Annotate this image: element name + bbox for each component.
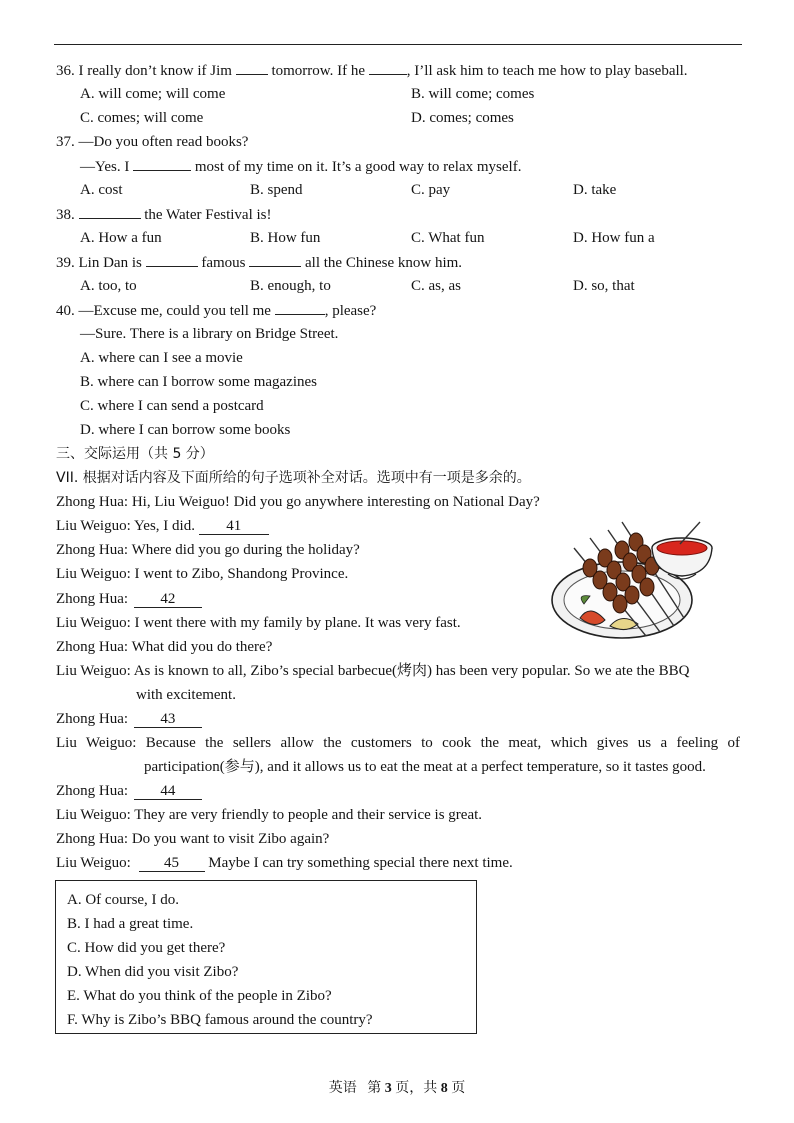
option-f[interactable]: F. Why is Zibo’s BBQ famous around the country? (67, 1012, 373, 1028)
answer-blank-41[interactable]: 41 (199, 518, 269, 535)
q39-option-b[interactable]: B. enough, to (250, 278, 331, 294)
dialogue-line-10: Liu Weiguo: Because the sellers allow the customers to cook the meat, which gives us a feeling of (56, 735, 740, 751)
dialogue-line-12: Liu Weiguo: They are very friendly to people and their service is great. (56, 807, 483, 823)
answer-blank-44[interactable]: 44 (134, 783, 202, 800)
q36-stem: 36. I really don’t know if Jim tomorrow. If he , I’ll ask him to teach me how to play baseball. (56, 60, 688, 81)
dialogue-line-4: Liu Weiguo: I went to Zibo, Shandong Province. (56, 566, 349, 582)
q36-option-d[interactable]: D. comes; comes (411, 110, 514, 126)
option-c[interactable]: C. How did you get there? (67, 940, 226, 956)
q40-answer: —Sure. There is a library on Bridge Street. (80, 326, 339, 342)
page-footer: 英语 第 3 页，共 8 页 (328, 1080, 466, 1096)
options-box (55, 880, 477, 1034)
q38-option-a[interactable]: A. How a fun (80, 230, 162, 246)
q39-option-a[interactable]: A. too, to (80, 278, 137, 294)
dialogue-line-14: Liu Weiguo: 45 Maybe I can try something special there next time. (56, 855, 513, 871)
dialogue-line-2: Liu Weiguo: Yes, I did. 41 (56, 516, 269, 536)
q39-option-d[interactable]: D. so, that (573, 278, 635, 294)
bbq-skewers-icon (550, 508, 720, 648)
section-heading: 三、交际运用（共 5 分） (56, 446, 214, 462)
q37-option-c[interactable]: C. pay (411, 182, 451, 198)
q38-option-c[interactable]: C. What fun (411, 230, 485, 246)
q37-option-b[interactable]: B. spend (250, 182, 303, 198)
option-e[interactable]: E. What do you think of the people in Zibo? (67, 988, 332, 1004)
q37-option-d[interactable]: D. take (573, 182, 617, 198)
q39-option-c[interactable]: C. as, as (411, 278, 461, 294)
q36-option-c[interactable]: C. comes; will come (80, 110, 204, 126)
q36-option-b[interactable]: B. will come; comes (411, 86, 535, 102)
q39-blank-1[interactable] (146, 252, 198, 267)
dialogue-line-3: Zhong Hua: Where did you go during the holiday? (56, 542, 360, 558)
q39-stem: 39. Lin Dan is famous all the Chinese know him. (56, 252, 462, 273)
option-d[interactable]: D. When did you visit Zibo? (67, 964, 239, 980)
dialogue-line-9: Zhong Hua: 43 (56, 709, 202, 729)
q38-option-b[interactable]: B. How fun (250, 230, 321, 246)
option-b[interactable]: B. I had a great time. (67, 916, 194, 932)
answer-blank-42[interactable]: 42 (134, 591, 202, 608)
page-number: 3 (384, 1081, 392, 1096)
option-a[interactable]: A. Of course, I do. (67, 892, 180, 908)
q40-option-c[interactable]: C. where I can send a postcard (80, 398, 264, 414)
dialogue-line-13: Zhong Hua: Do you want to visit Zibo again? (56, 831, 330, 847)
q37-blank[interactable] (133, 156, 191, 171)
q40-blank[interactable] (275, 300, 325, 315)
q40-option-a[interactable]: A. where can I see a movie (80, 350, 243, 366)
q37-option-a[interactable]: A. cost (80, 182, 123, 198)
q37-answer: —Yes. I most of my time on it. It’s a good way to relax myself. (80, 156, 521, 177)
total-pages: 8 (440, 1081, 448, 1096)
q38-option-d[interactable]: D. How fun a (573, 230, 655, 246)
dialogue-line-8-cont: with excitement. (136, 687, 236, 703)
dialogue-line-8: Liu Weiguo: As is known to all, Zibo’s special barbecue(烤肉) has been very popular. So we ate the BBQ (56, 663, 690, 679)
q40-option-d[interactable]: D. where I can borrow some books (80, 422, 291, 438)
dialogue-line-7: Zhong Hua: What did you do there? (56, 639, 273, 655)
dialogue-line-11: Zhong Hua: 44 (56, 781, 202, 801)
q36-blank-2[interactable] (369, 60, 407, 75)
q38-stem: 38. the Water Festival is! (56, 204, 272, 225)
q40-option-b[interactable]: B. where can I borrow some magazines (80, 374, 317, 390)
header-rule (54, 44, 742, 45)
q40-question: 40. —Excuse me, could you tell me , please? (56, 300, 376, 321)
answer-blank-45[interactable]: 45 (139, 855, 205, 872)
dialogue-line-6: Liu Weiguo: I went there with my family by plane. It was very fast. (56, 615, 461, 631)
q37-question: 37. —Do you often read books? (56, 134, 249, 150)
q39-blank-2[interactable] (249, 252, 301, 267)
section-instruction: VII. 根据对话内容及下面所给的句子选项补全对话。选项中有一项是多余的。 (56, 470, 531, 486)
q38-blank[interactable] (79, 204, 141, 219)
answer-blank-43[interactable]: 43 (134, 711, 202, 728)
q36-blank-1[interactable] (236, 60, 268, 75)
dialogue-line-10-cont: participation(参与), and it allows us to eat the meat at a perfect temperature, so it tastes good. (144, 759, 706, 775)
dialogue-line-1: Zhong Hua: Hi, Liu Weiguo! Did you go anywhere interesting on National Day? (56, 494, 540, 510)
q36-option-a[interactable]: A. will come; will come (80, 86, 226, 102)
dialogue-line-5: Zhong Hua: 42 (56, 589, 202, 609)
